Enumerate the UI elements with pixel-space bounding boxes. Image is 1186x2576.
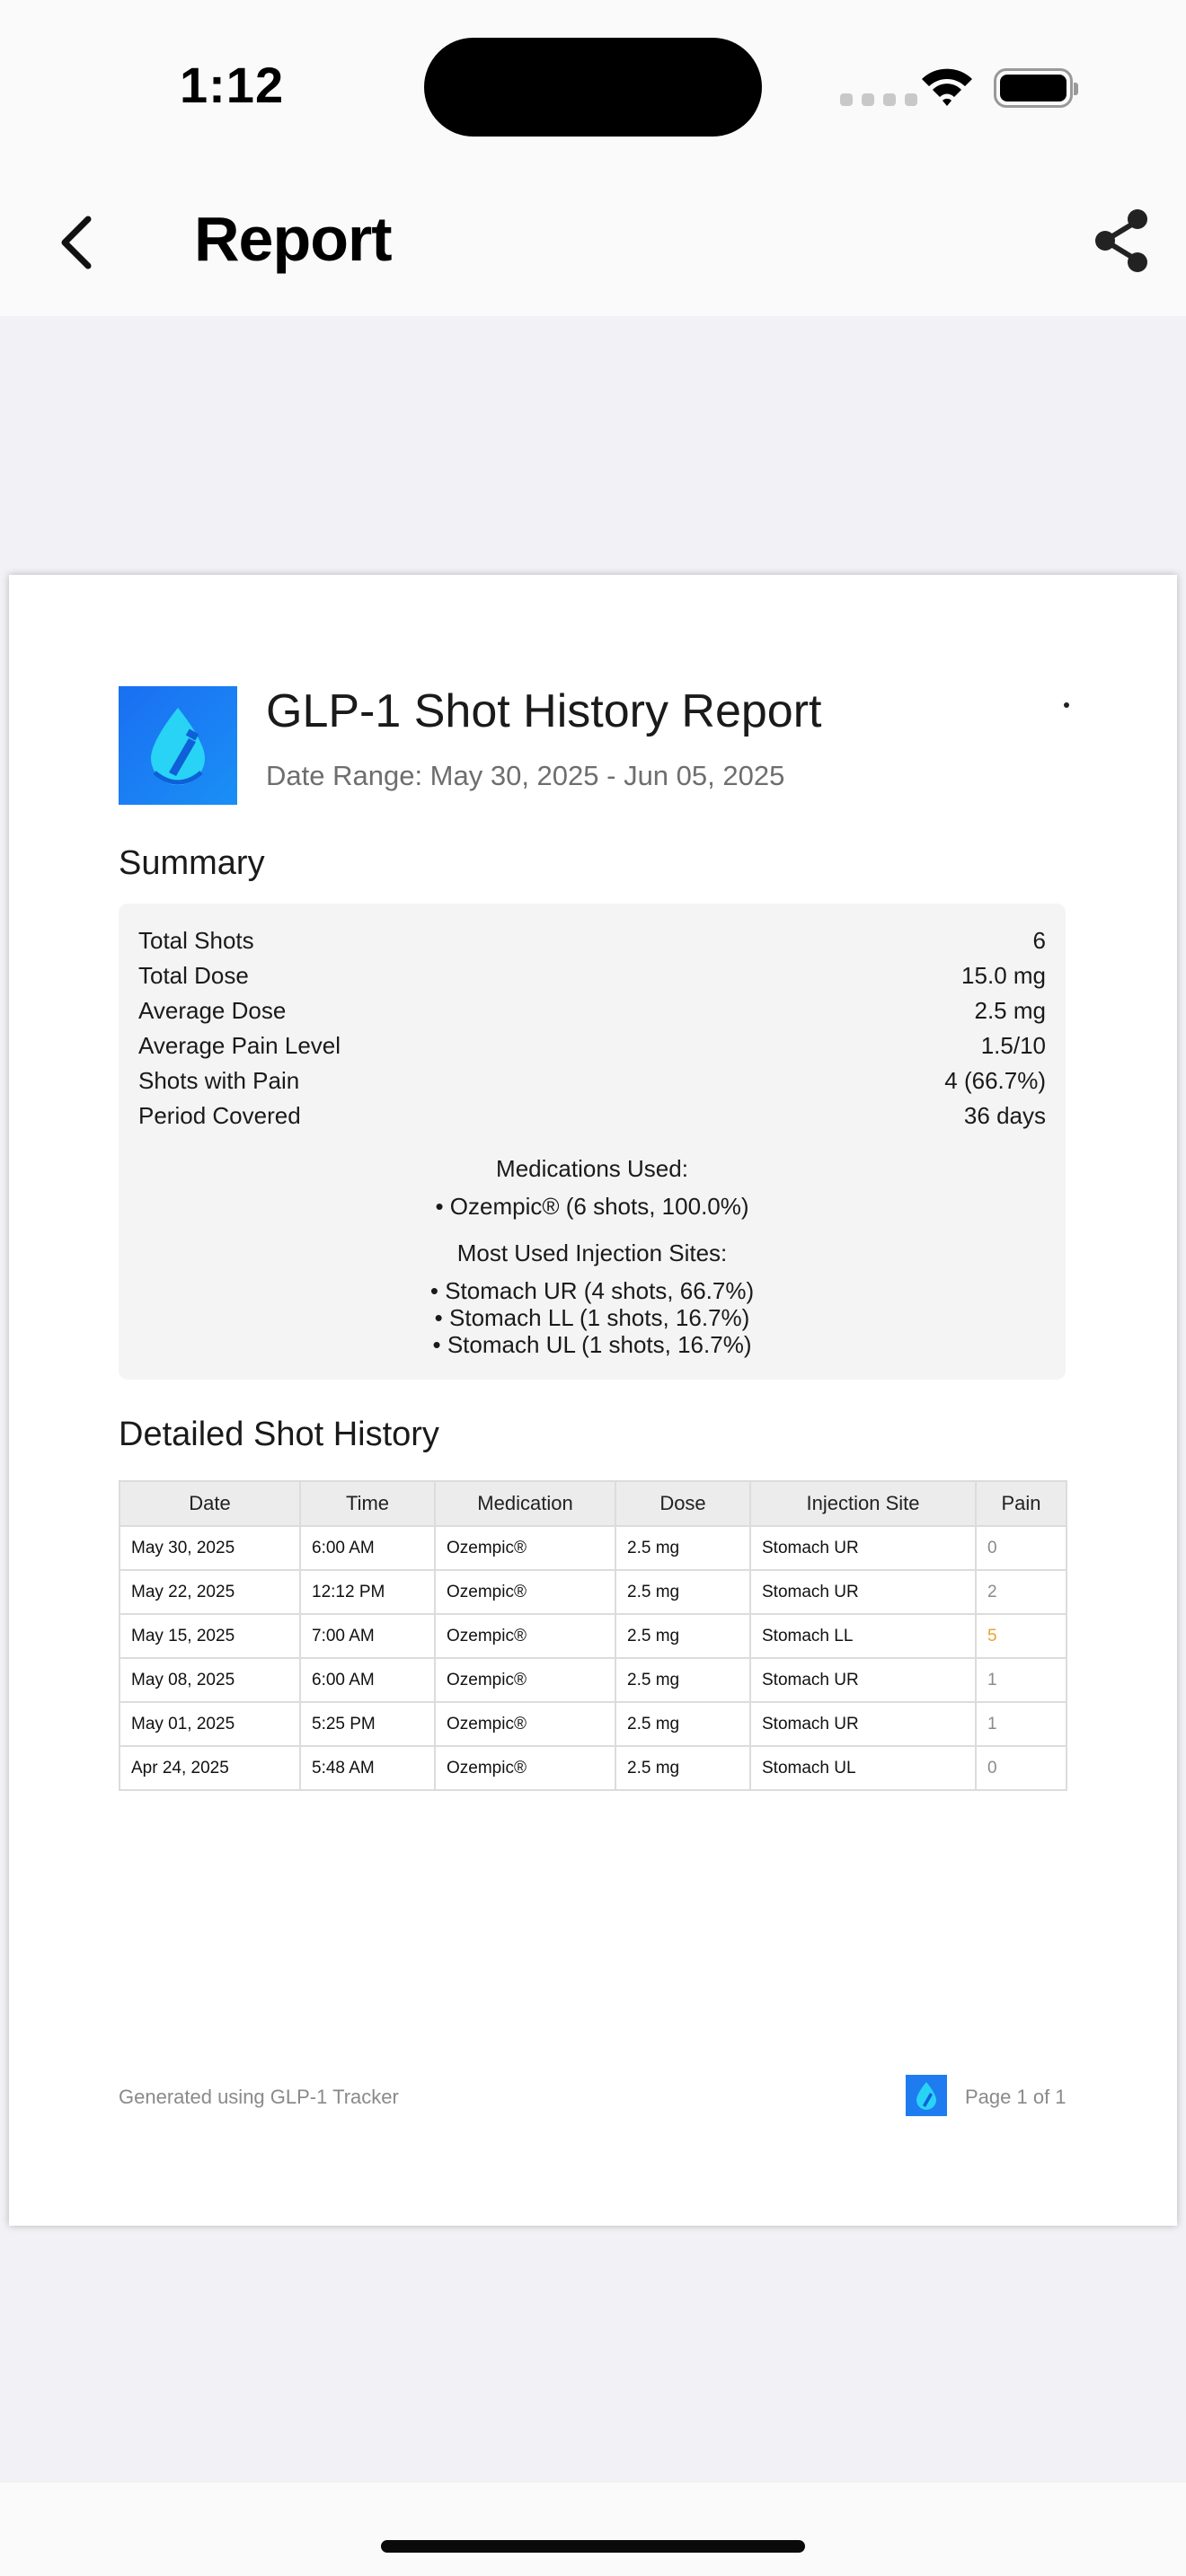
medications-heading: Medications Used:	[496, 1155, 688, 1182]
cell-pain: 5	[976, 1614, 1067, 1658]
summary-box	[119, 904, 1066, 1380]
water-drop-syringe-icon	[119, 686, 237, 805]
cell-injection-site: Stomach LL	[750, 1614, 976, 1658]
dynamic-island	[424, 38, 762, 137]
cell-medication: Ozempic®	[435, 1570, 615, 1614]
status-bar	[0, 0, 1186, 171]
table-row	[119, 1702, 1067, 1746]
table-row	[119, 1526, 1067, 1570]
cell-dose: 2.5 mg	[615, 1746, 750, 1790]
cell-time: 6:00 AM	[300, 1526, 435, 1570]
cell-date: May 15, 2025	[119, 1614, 300, 1658]
water-drop-syringe-icon	[906, 2075, 947, 2116]
cell-pain: 0	[976, 1746, 1067, 1790]
medication-item: • Ozempic® (6 shots, 100.0%)	[435, 1193, 749, 1220]
cellular-signal-icon	[840, 93, 917, 106]
cell-dose: 2.5 mg	[615, 1702, 750, 1746]
wifi-icon	[918, 65, 976, 108]
cell-medication: Ozempic®	[435, 1702, 615, 1746]
table-row	[119, 1658, 1067, 1702]
table-row	[119, 1570, 1067, 1614]
page-title: Report	[194, 204, 392, 274]
cell-injection-site: Stomach UR	[750, 1570, 976, 1614]
table-row	[119, 1614, 1067, 1658]
table-row	[119, 1746, 1067, 1790]
battery-icon	[994, 68, 1073, 108]
stat-label: Shots with Pain	[138, 1067, 300, 1094]
stat-value: 15.0 mg	[961, 962, 1046, 989]
report-document	[9, 575, 1177, 2226]
cell-injection-site: Stomach UR	[750, 1526, 976, 1570]
stat-label: Period Covered	[138, 1102, 301, 1129]
cell-dose: 2.5 mg	[615, 1526, 750, 1570]
cell-dose: 2.5 mg	[615, 1570, 750, 1614]
shot-history-table	[119, 1480, 1067, 1791]
stat-label: Total Shots	[138, 927, 254, 954]
stat-row-period-covered	[138, 1102, 1046, 1130]
date-range: Date Range: May 30, 2025 - Jun 05, 2025	[266, 760, 785, 791]
chevron-left-icon	[65, 219, 88, 266]
bottom-safe-area	[0, 2483, 1186, 2576]
stat-value: 2.5 mg	[974, 997, 1046, 1024]
cell-dose: 2.5 mg	[615, 1658, 750, 1702]
footer-text: Generated using GLP-1 Tracker	[119, 2086, 399, 2108]
history-heading: Detailed Shot History	[119, 1416, 439, 1453]
cell-time: 5:25 PM	[300, 1702, 435, 1746]
cell-injection-site: Stomach UL	[750, 1746, 976, 1790]
stat-row-shots-with-pain	[138, 1067, 1046, 1095]
site-item: • Stomach UR (4 shots, 66.7%)	[429, 1277, 755, 1304]
home-indicator[interactable]	[381, 2540, 805, 2553]
stat-row-average-dose	[138, 997, 1046, 1025]
cell-date: May 22, 2025	[119, 1570, 300, 1614]
stat-row-total-dose	[138, 962, 1046, 990]
status-time: 1:12	[180, 57, 285, 113]
cell-pain: 2	[976, 1570, 1067, 1614]
column-header-date: Date	[119, 1481, 300, 1526]
stat-value: 1.5/10	[980, 1032, 1046, 1059]
cell-dose: 2.5 mg	[615, 1614, 750, 1658]
stat-label: Total Dose	[138, 962, 249, 989]
cell-pain: 1	[976, 1658, 1067, 1702]
stat-label: Average Dose	[138, 997, 287, 1024]
column-header-time: Time	[300, 1481, 435, 1526]
cell-pain: 0	[976, 1526, 1067, 1570]
share-icon	[1095, 209, 1147, 272]
site-item: • Stomach UL (1 shots, 16.7%)	[432, 1331, 752, 1358]
decorative-dot	[1064, 702, 1069, 708]
back-button[interactable]	[49, 207, 102, 278]
navigation-bar	[0, 171, 1186, 316]
stat-value: 4 (66.7%)	[944, 1067, 1046, 1094]
stat-label: Average Pain Level	[138, 1032, 341, 1059]
cell-medication: Ozempic®	[435, 1526, 615, 1570]
cell-medication: Ozempic®	[435, 1658, 615, 1702]
site-item: • Stomach LL (1 shots, 16.7%)	[434, 1304, 750, 1331]
cell-date: May 30, 2025	[119, 1526, 300, 1570]
cell-injection-site: Stomach UR	[750, 1702, 976, 1746]
stat-value: 6	[1032, 927, 1046, 954]
share-button[interactable]	[1089, 203, 1154, 278]
cell-time: 6:00 AM	[300, 1658, 435, 1702]
column-header-injection-site: Injection Site	[750, 1481, 976, 1526]
cell-time: 5:48 AM	[300, 1746, 435, 1790]
cell-injection-site: Stomach UR	[750, 1658, 976, 1702]
column-header-dose: Dose	[615, 1481, 750, 1526]
cell-pain: 1	[976, 1702, 1067, 1746]
cell-date: Apr 24, 2025	[119, 1746, 300, 1790]
cell-date: May 01, 2025	[119, 1702, 300, 1746]
cell-medication: Ozempic®	[435, 1746, 615, 1790]
cell-medication: Ozempic®	[435, 1614, 615, 1658]
stat-value: 36 days	[963, 1102, 1046, 1129]
column-header-pain: Pain	[976, 1481, 1067, 1526]
column-header-medication: Medication	[435, 1481, 615, 1526]
page-number: Page 1 of 1	[965, 2086, 1067, 2108]
table-header-row	[119, 1481, 1067, 1526]
cell-date: May 08, 2025	[119, 1658, 300, 1702]
stat-row-total-shots	[138, 927, 1046, 955]
stat-row-average-pain	[138, 1032, 1046, 1060]
cell-time: 12:12 PM	[300, 1570, 435, 1614]
report-title: GLP-1 Shot History Report	[266, 685, 822, 737]
summary-heading: Summary	[119, 844, 265, 882]
sites-heading: Most Used Injection Sites:	[456, 1239, 728, 1266]
cell-time: 7:00 AM	[300, 1614, 435, 1658]
